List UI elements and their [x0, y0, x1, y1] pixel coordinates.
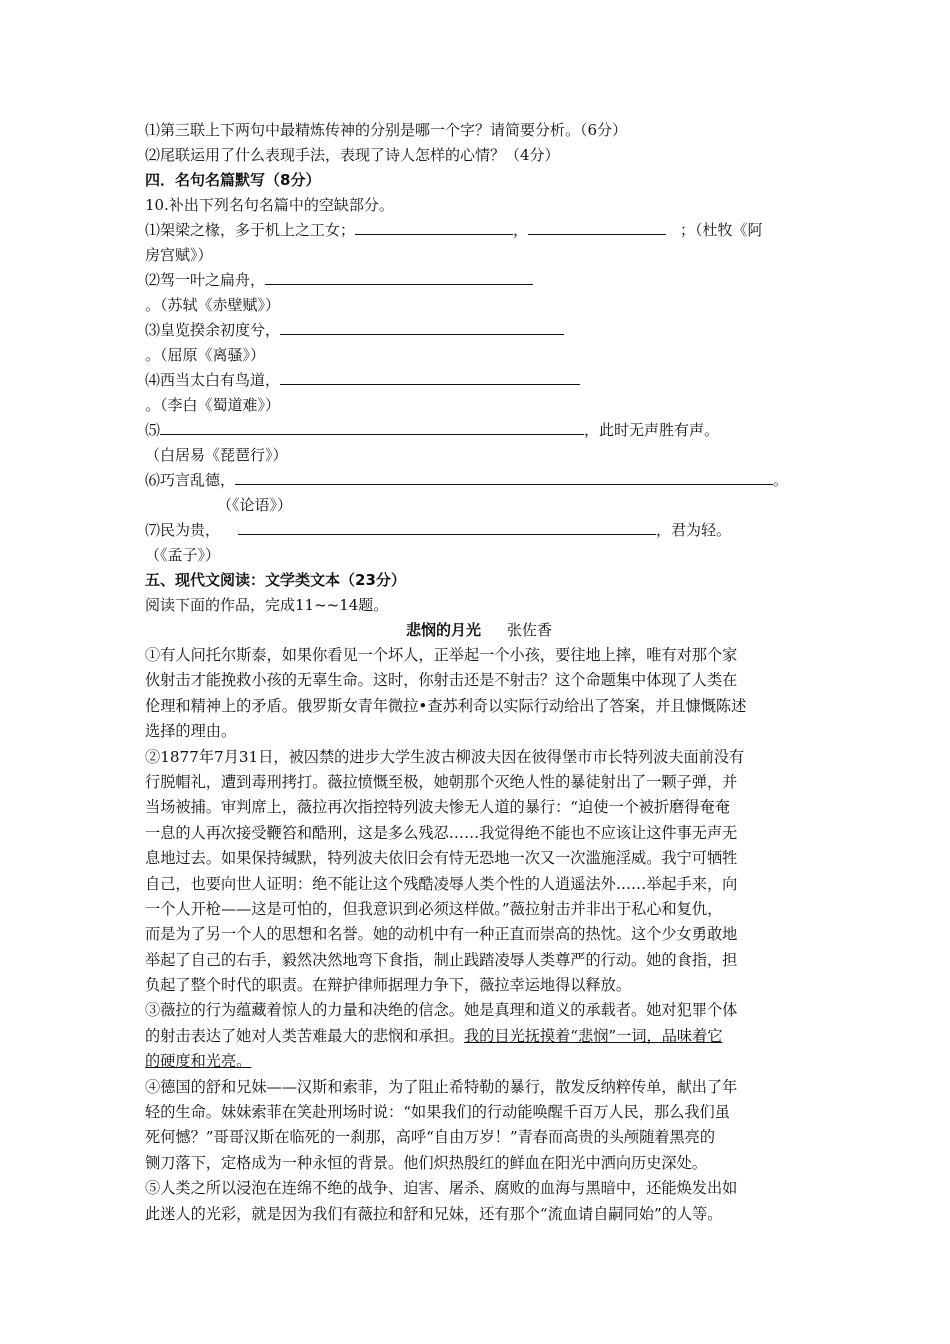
passage-line: 而是为了另一个人的思想和名誉。她的动机中有一种正直而崇高的热忱。这个少女勇敢地	[145, 925, 738, 944]
passage-line: 选择的理由。	[145, 722, 237, 741]
answer-blank[interactable]	[280, 318, 564, 335]
passage-line: ③薇拉的行为蕴藏着惊人的力量和决绝的信念。她是真理和道义的承载者。她对犯罪个体	[145, 1001, 738, 1020]
passage-line: 行脱帽礼，遭到毒刑拷打。薇拉愤慨至极，她朝那个灭绝人性的暴徒射出了一颗子弹，并	[145, 772, 738, 791]
fill-item-7-end: ，君为轻。	[656, 521, 732, 539]
fill-item-1-comma: ，	[513, 221, 529, 239]
passage-line: 伙射击才能挽救小孩的无辜生命。这时，你射击还是不射击？这个命题集中体现了人类在	[145, 671, 738, 690]
fill-item-1-cont: 房宫赋》）	[145, 246, 213, 264]
passage-title-row	[145, 618, 813, 643]
underlined-sentence: 我的目光抚摸着“悲悯”一词，品味着它	[463, 1026, 723, 1045]
passage-line: ⑤人类之所以浸泡在连绵不绝的战争、迫害、屠杀、腐败的血海与黑暗中，还能焕发出如	[145, 1179, 738, 1198]
answer-blank[interactable]	[528, 218, 666, 235]
fill-item-7	[145, 518, 813, 543]
passage-line: 自己，也要向世人证明：绝不能让这个残酷凌辱人类个性的人逍遥法外……举起手来，向	[145, 874, 738, 893]
passage-line: ②1877年7月31日，被囚禁的进步大学生波古柳波夫因在彼得堡市市长特列波夫面前没有	[145, 747, 745, 766]
answer-blank[interactable]	[265, 268, 533, 285]
fill-item-2-text: ⑵驾一叶之扁舟，	[145, 271, 266, 289]
passage-line: 负起了整个时代的职责。在辩护律师据理力争下，薇拉幸运地得以释放。	[145, 976, 631, 995]
fill-item-1	[145, 218, 813, 243]
fill-item-5-source: （白居易《琵琶行》）	[145, 446, 288, 464]
passage-line: ④德国的舒和兄妹——汉斯和索菲，为了阻止希特勒的暴行，散发反纳粹传单，献出了年	[145, 1077, 738, 1096]
section-5-instruction: 阅读下面的作品，完成11~~14题。	[145, 596, 389, 614]
passage-title: 悲悯的月光	[405, 621, 481, 639]
fill-item-4	[145, 368, 813, 393]
question-2: ⑵尾联运用了什么表现手法，表现了诗人怎样的心情？（4分）	[145, 146, 560, 164]
passage-line	[145, 1024, 813, 1049]
document-page	[145, 118, 813, 1227]
section-4-instruction: 10.补出下列名句名篇中的空缺部分。	[145, 196, 394, 214]
fill-item-5	[145, 418, 813, 443]
answer-blank[interactable]	[160, 418, 584, 435]
question-1: ⑴第三联上下两句中最精炼传神的分别是哪一个字？请简要分析。（6分）	[145, 121, 628, 139]
passage-line: 一息的人再次接受鞭笞和酷刑，这是多么残忍……我觉得绝不能也不应该让这件事无声无	[145, 823, 738, 842]
passage-line: ①有人问托尔斯泰，如果你看见一个坏人，正举起一个小孩，要往地上摔，唯有对那个家	[145, 646, 738, 664]
fill-item-4-text: ⑷西当太白有鸟道，	[145, 371, 281, 389]
passage-line: 伦理和精神上的矛盾。俄罗斯女青年微拉•查苏利奇以实际行动给出了答案，并且慷慨陈述	[145, 696, 747, 715]
answer-blank[interactable]	[280, 368, 580, 385]
answer-blank[interactable]	[238, 518, 656, 535]
passage-line: 死何憾？”哥哥汉斯在临死的一刹那，高呼“自由万岁！”青春而高贵的头颅随着黑亮的	[145, 1128, 716, 1147]
fill-item-6-end: 。	[773, 471, 789, 489]
fill-item-3-source: 。（屈原《离骚》）	[145, 346, 266, 364]
passage-line: 息地过去。如果保持缄默，特列波夫依旧会有恃无恐地一次又一次滥施淫威。我宁可牺牲	[145, 849, 738, 868]
passage-line: 当场被捕。审判席上，薇拉再次指控特列波夫惨无人道的暴行：“迫使一个被折磨得奄奄	[145, 798, 730, 817]
fill-item-3	[145, 318, 813, 343]
fill-item-1-source: ；（杜牧《阿	[680, 221, 763, 239]
passage-author: 张佐香	[507, 621, 553, 639]
fill-item-2	[145, 268, 813, 293]
fill-item-2-source: 。（苏轼《赤壁赋》）	[145, 296, 281, 314]
fill-item-3-text: ⑶皇览揆余初度兮，	[145, 321, 281, 339]
fill-item-6-source: （《论语》）	[217, 496, 293, 514]
fill-item-6	[145, 468, 813, 493]
passage-line-text: 的射击表达了她对人类苦难最大的悲悯和承担。	[145, 1026, 464, 1045]
passage-line: 一个人开枪——这是可怕的，但我意识到必须这样做。”薇拉射击并非出于私心和复仇，	[145, 899, 723, 918]
fill-item-7-source: （《孟子》）	[145, 546, 221, 564]
passage-line: 铡刀落下，定格成为一种永恒的背景。他们炽热殷红的鲜血在阳光中洒向历史深处。	[145, 1153, 707, 1172]
answer-blank[interactable]	[355, 218, 513, 235]
fill-item-5-num: ⑸	[145, 421, 161, 439]
fill-item-6-text: ⑹巧言乱德，	[145, 471, 236, 489]
passage-body	[145, 643, 813, 1227]
passage-line: 举起了自己的右手，毅然决然地弯下食指，制止践踏凌辱人类尊严的行动。她的食指，担	[145, 950, 738, 969]
fill-item-5-text: ，此时无声胜有声。	[584, 421, 720, 439]
section-4-heading: 四．名句名篇默写（8分）	[145, 171, 321, 189]
passage-line: 此迷人的光彩，就是因为我们有薇拉和舒和兄妹，还有那个“流血请自嗣同始”的人等。	[145, 1204, 723, 1223]
underlined-sentence-end: 的硬度和光亮。	[145, 1052, 252, 1071]
fill-item-4-source: 。（李白《蜀道难》）	[145, 396, 281, 414]
fill-item-7-text: ⑺民为贵，	[145, 521, 221, 539]
fill-item-1-text: ⑴架梁之椽，多于机上之工女；	[145, 221, 356, 239]
section-5-heading: 五、现代文阅读：文学类文本（23分）	[145, 571, 406, 589]
answer-blank[interactable]	[235, 468, 773, 485]
passage-line: 轻的生命。妹妹索菲在笑赴刑场时说：“如果我们的行动能唤醒千百万人民，那么我们虽	[145, 1103, 730, 1122]
